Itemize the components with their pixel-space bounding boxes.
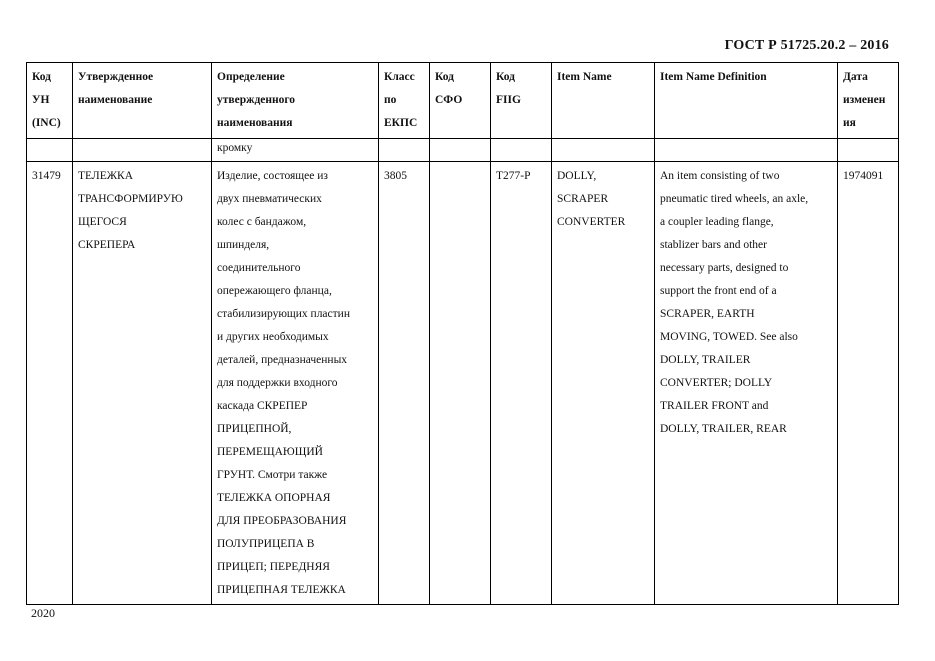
approved-name: ТЕЛЕЖКА ТРАНСФОРМИРУЮ ЩЕГОСЯ СКРЕПЕРА [73,162,212,605]
table-cell [655,139,838,162]
header-inc: Код УН (INC) [27,63,73,139]
table-header-row [27,63,899,139]
table-cell [27,139,73,162]
nomenclature-table [26,62,899,605]
item-name-definition: An item consisting of two pneumatic tired wheels, an axle, a coupler leading flange, stablizer bars and other necessary parts, designed to support the front end of a SCRAPER, EARTH MOVING, TOWED. See also DOLLY, TRAILER CONVERTER; DOLLY TRAILER FRONT and DOLLY, TRAILER, REAR [655,162,838,605]
page-footer: 2020 [31,606,55,620]
document-header: ГОСТ Р 51725.20.2 – 2016 [724,38,889,53]
table-cell [552,139,655,162]
definition-continuation: кромку [212,139,379,162]
header-item-name-definition: Item Name Definition [655,63,838,139]
change-date: 1974091 [838,162,899,605]
header-date: Дата изменен ия [838,63,899,139]
name-definition: Изделие, состоящее из двух пневматических колес с бандажом, шпинделя, соединительного опережающего фланца, стабилизирующих пластин и других необходимых деталей, предназначенных для поддержки входного каскада СКРЕПЕР ПРИЦЕПНОЙ, ПЕРЕМЕЩАЮЩИЙ ГРУНТ. Смотри также ТЕЛЕЖКА ОПОРНАЯ ДЛЯ ПРЕОБРАЗОВАНИЯ ПОЛУПРИЦЕПА В ПРИЦЕП; ПЕРЕДНЯЯ ПРИЦЕПНАЯ ТЕЛЕЖКА [212,162,379,605]
table-cell [379,139,430,162]
inc-code: 31479 [27,162,73,605]
header-sfo: Код СФО [430,63,491,139]
item-name: DOLLY, SCRAPER CONVERTER [552,162,655,605]
table-row [27,162,899,605]
table-cell [491,139,552,162]
fiig-code: T277-P [491,162,552,605]
table-cell [430,139,491,162]
header-approved-name: Утвержденное наименование [73,63,212,139]
header-class: Класс по ЕКПС [379,63,430,139]
table-row-continuation [27,139,899,162]
header-item-name: Item Name [552,63,655,139]
header-definition: Определение утвержденного наименования [212,63,379,139]
table-cell [838,139,899,162]
sfo-code [430,162,491,605]
class-code: 3805 [379,162,430,605]
header-fiig: Код FIIG [491,63,552,139]
table-cell [73,139,212,162]
